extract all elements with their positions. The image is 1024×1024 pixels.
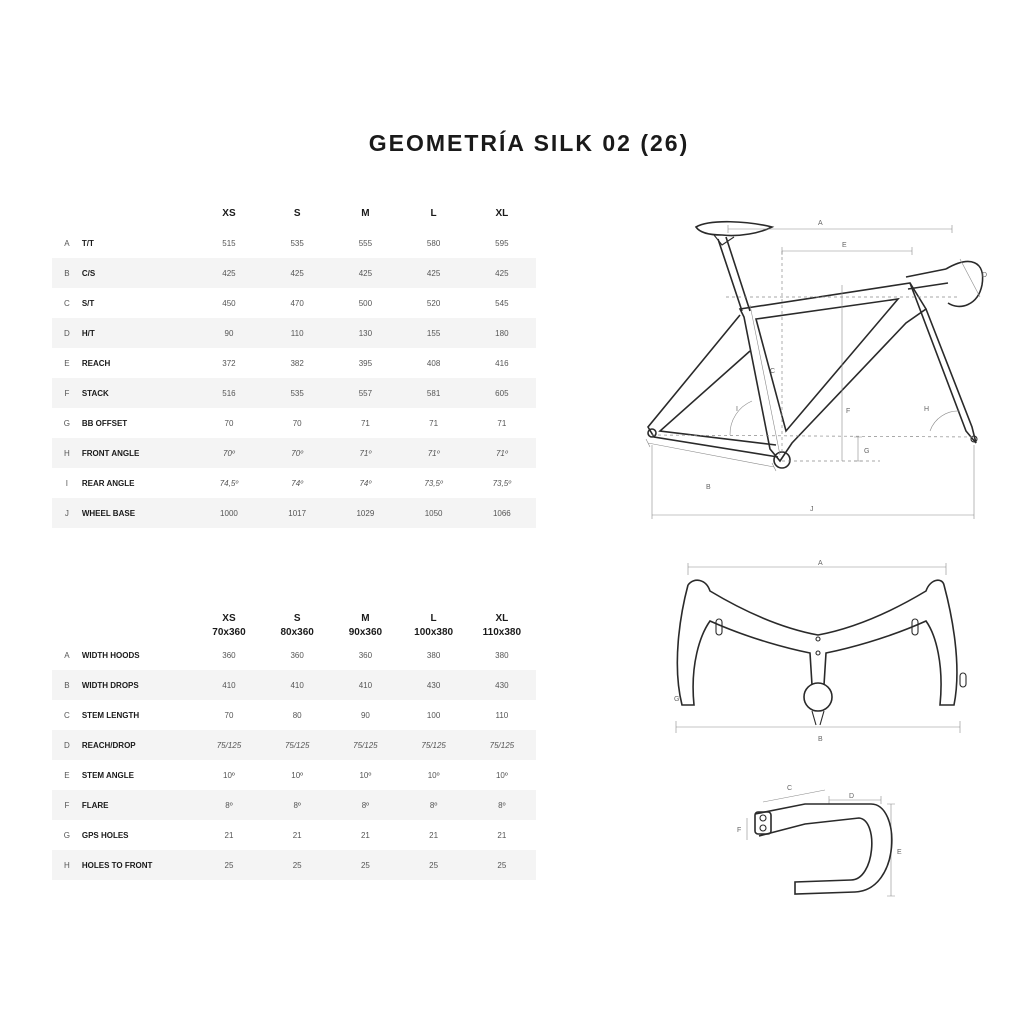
bar-side-label-c: C — [787, 785, 793, 792]
row-value: 535 — [263, 378, 331, 408]
row-letter: F — [52, 378, 82, 408]
row-label: REACH/DROP — [82, 730, 195, 760]
row-value: 1000 — [195, 498, 263, 528]
row-value: 8º — [331, 790, 399, 820]
table-row — [52, 730, 536, 760]
row-value: 382 — [263, 348, 331, 378]
gps-hole — [816, 651, 820, 655]
row-letter: I — [52, 468, 82, 498]
row-value: 1017 — [263, 498, 331, 528]
dim-c — [763, 790, 825, 802]
row-value: 470 — [263, 288, 331, 318]
table-row — [52, 288, 536, 318]
row-letter: B — [52, 258, 82, 288]
stem-bolt — [760, 815, 766, 821]
frame-diagram — [630, 205, 1000, 525]
frame-label-j: J — [810, 506, 814, 513]
row-value: 450 — [195, 288, 263, 318]
row-value: 130 — [331, 318, 399, 348]
row-value: 430 — [400, 670, 468, 700]
row-value: 410 — [195, 670, 263, 700]
row-label: REAR ANGLE — [82, 468, 195, 498]
table-row — [52, 258, 536, 288]
bar-side-label-d: D — [849, 793, 855, 800]
size-spec: 90x360 — [348, 627, 383, 638]
handlebar-front-diagram — [660, 555, 980, 745]
bar-front-label-g: G — [674, 696, 680, 703]
table-row — [52, 438, 536, 468]
size-header — [468, 606, 536, 640]
table-row — [52, 850, 536, 880]
stem-bolt — [760, 825, 766, 831]
frame-outline — [740, 283, 926, 461]
row-value: 75/125 — [331, 730, 399, 760]
table-row — [52, 498, 536, 528]
handlebar-side — [946, 262, 983, 307]
table-row — [52, 670, 536, 700]
row-value: 516 — [195, 378, 263, 408]
row-value: 71 — [468, 408, 536, 438]
row-value: 80 — [263, 700, 331, 730]
row-label: T/T — [82, 228, 195, 258]
bar-front-label-b: B — [818, 736, 823, 743]
row-value: 110 — [468, 700, 536, 730]
row-value: 25 — [195, 850, 263, 880]
row-value: 75/125 — [468, 730, 536, 760]
row-value: 580 — [400, 228, 468, 258]
gps-hole — [816, 637, 820, 641]
dim-a — [688, 563, 946, 575]
row-value: 70 — [263, 408, 331, 438]
table-row — [52, 820, 536, 850]
row-value: 520 — [400, 288, 468, 318]
row-letter: G — [52, 820, 82, 850]
bar-side-label-f: F — [737, 827, 742, 834]
dim-b — [676, 721, 960, 733]
row-value: 73,5º — [400, 468, 468, 498]
size-name: S — [293, 613, 301, 624]
size-header — [263, 606, 331, 640]
row-letter: E — [52, 348, 82, 378]
size-spec: 80x360 — [280, 627, 314, 638]
handlebar-front — [677, 580, 957, 705]
row-value: 425 — [400, 258, 468, 288]
table-row — [52, 760, 536, 790]
row-letter: D — [52, 318, 82, 348]
row-value: 21 — [331, 820, 399, 850]
row-value: 10º — [400, 760, 468, 790]
row-value: 1050 — [400, 498, 468, 528]
saddle-icon — [696, 222, 772, 236]
frame-label-b: B — [706, 484, 711, 491]
frame-label-c: C — [770, 368, 776, 375]
row-value: 71 — [400, 408, 468, 438]
size-spec: 70x360 — [212, 627, 246, 638]
row-letter: F — [52, 790, 82, 820]
row-value: 425 — [263, 258, 331, 288]
table-row — [52, 790, 536, 820]
row-value: 75/125 — [195, 730, 263, 760]
table-row — [52, 318, 536, 348]
row-value: 425 — [468, 258, 536, 288]
row-value: 21 — [400, 820, 468, 850]
frame-geometry-table — [52, 200, 536, 528]
frame-label-g: G — [864, 448, 870, 455]
saddle-rail — [714, 235, 734, 245]
row-label: H/T — [82, 318, 195, 348]
row-value: 8º — [400, 790, 468, 820]
bar-side-label-e: E — [897, 849, 902, 856]
cockpit-table-header — [52, 606, 536, 640]
seatpost — [718, 237, 750, 311]
row-value: 70 — [195, 408, 263, 438]
frame-label-h: H — [924, 406, 930, 413]
row-value: 408 — [400, 348, 468, 378]
table-row — [52, 348, 536, 378]
size-header — [195, 606, 263, 640]
row-value: 10º — [195, 760, 263, 790]
row-value: 70º — [195, 438, 263, 468]
row-label: STACK — [82, 378, 195, 408]
row-value: 425 — [331, 258, 399, 288]
row-value: 70 — [195, 700, 263, 730]
dim-i-arc — [730, 401, 752, 435]
dim-g — [854, 437, 862, 461]
row-letter: J — [52, 498, 82, 528]
frame-label-a: A — [818, 220, 823, 227]
row-value: 70º — [263, 438, 331, 468]
page-title — [0, 130, 1024, 157]
bar-front-label-a: A — [818, 560, 823, 567]
table-row — [52, 408, 536, 438]
row-value: 75/125 — [263, 730, 331, 760]
row-value: 74,5º — [195, 468, 263, 498]
frame-label-f: F — [846, 408, 851, 415]
row-value: 21 — [263, 820, 331, 850]
row-value: 90 — [331, 700, 399, 730]
table-row — [52, 378, 536, 408]
row-value: 380 — [400, 640, 468, 670]
cockpit-geometry-table — [52, 606, 536, 880]
row-value: 25 — [331, 850, 399, 880]
size-header: XL — [495, 208, 509, 219]
row-value: 8º — [263, 790, 331, 820]
row-value: 410 — [263, 670, 331, 700]
row-value: 74º — [263, 468, 331, 498]
table-row — [52, 700, 536, 730]
row-value: 555 — [331, 228, 399, 258]
row-value: 360 — [195, 640, 263, 670]
size-header — [331, 606, 399, 640]
row-value: 360 — [263, 640, 331, 670]
row-label: WIDTH DROPS — [82, 670, 195, 700]
row-label: C/S — [82, 258, 195, 288]
frame-table-header — [52, 200, 536, 228]
size-header: M — [361, 208, 370, 219]
row-value: 74º — [331, 468, 399, 498]
header-blank — [52, 606, 82, 640]
dim-h-arc — [930, 411, 960, 431]
row-value: 25 — [263, 850, 331, 880]
row-value: 75/125 — [400, 730, 468, 760]
row-value: 180 — [468, 318, 536, 348]
size-header — [400, 606, 468, 640]
row-value: 71º — [468, 438, 536, 468]
row-letter: D — [52, 730, 82, 760]
dim-c — [750, 305, 780, 455]
stem-side — [755, 804, 892, 894]
row-letter: E — [52, 760, 82, 790]
bottom-bracket — [774, 452, 790, 468]
row-value: 25 — [468, 850, 536, 880]
row-value: 380 — [468, 640, 536, 670]
fork — [910, 283, 976, 443]
size-header: S — [293, 208, 301, 219]
frame-inner — [756, 299, 898, 431]
dim-e — [782, 247, 912, 255]
row-value: 416 — [468, 348, 536, 378]
stem-clamp — [804, 683, 832, 711]
row-value: 372 — [195, 348, 263, 378]
row-label: HOLES TO FRONT — [82, 850, 195, 880]
row-value: 425 — [195, 258, 263, 288]
size-name: L — [430, 613, 437, 624]
row-value: 557 — [331, 378, 399, 408]
page-title-text: GEOMETRÍA SILK 02 (26) — [368, 130, 690, 156]
row-value: 71 — [331, 408, 399, 438]
frame-label-e: E — [842, 242, 847, 249]
row-value: 581 — [400, 378, 468, 408]
row-label: STEM LENGTH — [82, 700, 195, 730]
row-letter: C — [52, 288, 82, 318]
row-letter: H — [52, 438, 82, 468]
size-name: XS — [222, 613, 236, 624]
row-value: 10º — [263, 760, 331, 790]
size-header: L — [430, 208, 437, 219]
header-blank — [82, 200, 195, 228]
row-value: 10º — [468, 760, 536, 790]
frame-label-i: I — [736, 406, 738, 413]
row-value: 595 — [468, 228, 536, 258]
row-value: 8º — [468, 790, 536, 820]
table-row — [52, 640, 536, 670]
row-value: 545 — [468, 288, 536, 318]
row-value: 500 — [331, 288, 399, 318]
row-value: 395 — [331, 348, 399, 378]
row-label: GPS HOLES — [82, 820, 195, 850]
row-label: S/T — [82, 288, 195, 318]
row-letter: H — [52, 850, 82, 880]
size-spec: 100x380 — [414, 627, 454, 638]
handlebar-side-diagram — [725, 770, 925, 920]
row-label: WHEEL BASE — [82, 498, 195, 528]
row-letter: G — [52, 408, 82, 438]
row-value: 100 — [400, 700, 468, 730]
frame-label-d: D — [982, 272, 988, 279]
row-value: 73,5º — [468, 468, 536, 498]
row-value: 515 — [195, 228, 263, 258]
row-letter: B — [52, 670, 82, 700]
row-value: 430 — [468, 670, 536, 700]
size-name: M — [361, 613, 370, 624]
stem-clamp-slot — [812, 711, 824, 725]
row-value: 1066 — [468, 498, 536, 528]
row-value: 8º — [195, 790, 263, 820]
row-value: 155 — [400, 318, 468, 348]
row-label: FRONT ANGLE — [82, 438, 195, 468]
hood-slot-left — [716, 619, 722, 635]
size-name: XL — [495, 613, 509, 624]
row-value: 71º — [331, 438, 399, 468]
table-row — [52, 468, 536, 498]
row-value: 71º — [400, 438, 468, 468]
dim-b — [646, 439, 776, 471]
row-label: REACH — [82, 348, 195, 378]
size-spec: 110x380 — [482, 627, 522, 638]
row-letter: C — [52, 700, 82, 730]
row-value: 360 — [331, 640, 399, 670]
row-value: 10º — [331, 760, 399, 790]
row-value: 21 — [468, 820, 536, 850]
row-value: 25 — [400, 850, 468, 880]
size-header: XS — [222, 208, 236, 219]
row-value: 535 — [263, 228, 331, 258]
table-row — [52, 228, 536, 258]
drop-slot-right — [960, 673, 966, 687]
row-label: STEM ANGLE — [82, 760, 195, 790]
row-value: 21 — [195, 820, 263, 850]
row-value: 410 — [331, 670, 399, 700]
row-label: FLARE — [82, 790, 195, 820]
dim-d — [829, 796, 881, 804]
row-value: 110 — [263, 318, 331, 348]
row-value: 1029 — [331, 498, 399, 528]
row-label: WIDTH HOODS — [82, 640, 195, 670]
row-value: 605 — [468, 378, 536, 408]
row-letter: A — [52, 228, 82, 258]
row-label: BB OFFSET — [82, 408, 195, 438]
header-blank — [52, 200, 82, 228]
header-blank — [82, 606, 195, 640]
row-value: 90 — [195, 318, 263, 348]
row-letter: A — [52, 640, 82, 670]
